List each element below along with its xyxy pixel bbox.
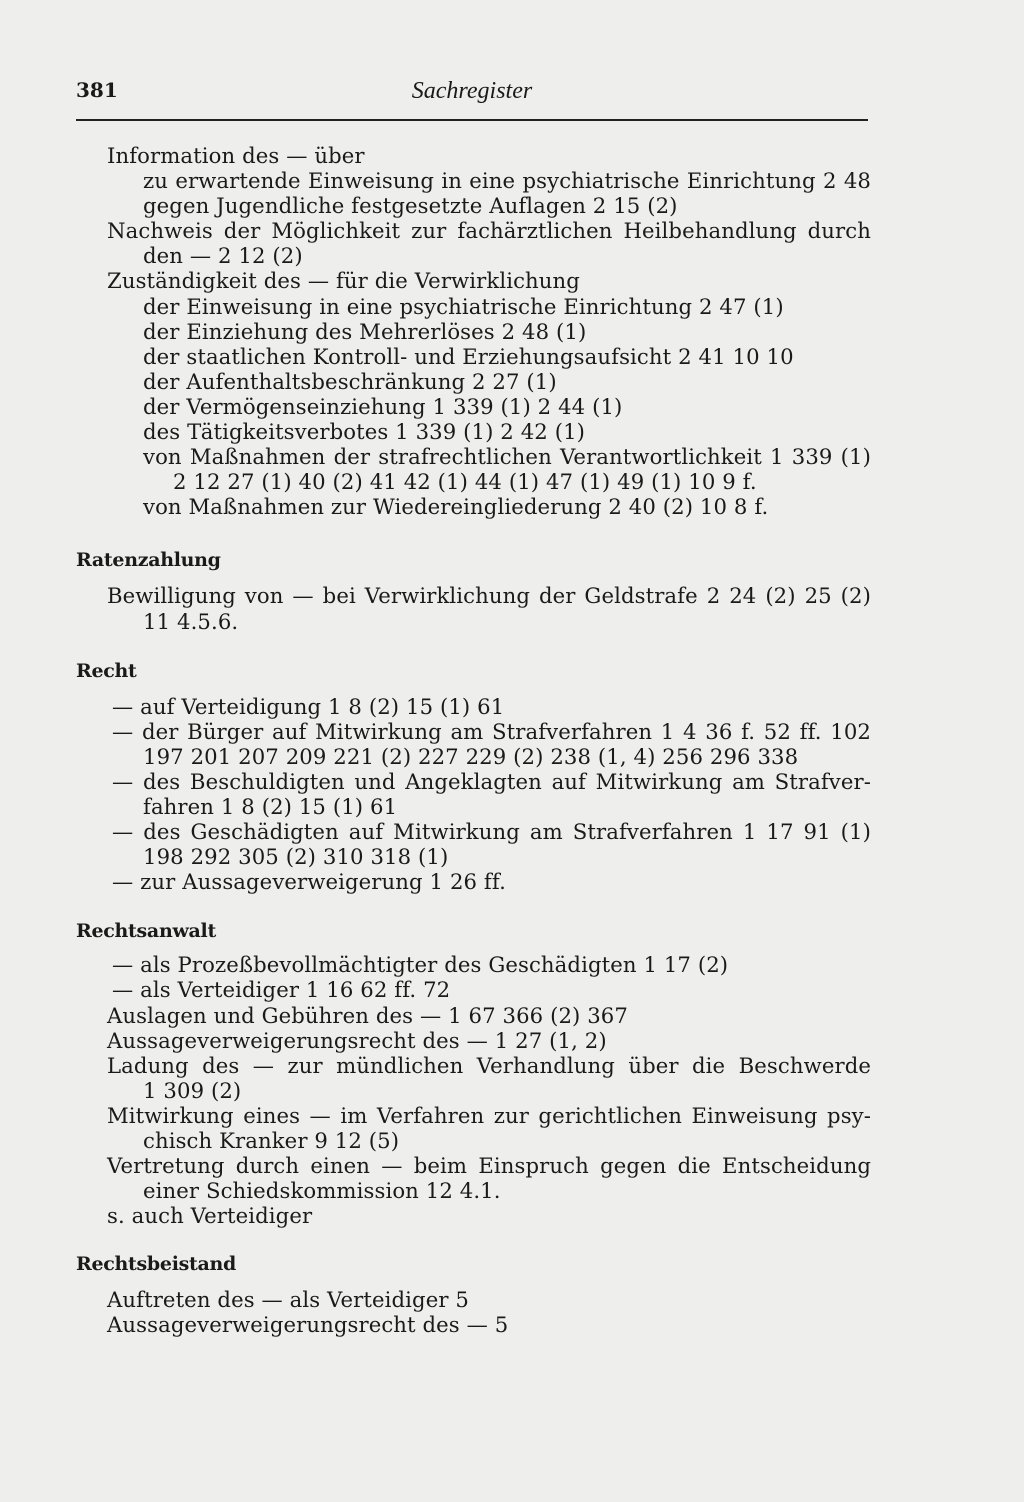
index-content (76, 143, 871, 1338)
index-subentry: der Einziehung des Mehrerlöses 2 48 (1) (143, 318, 587, 344)
index-entry-continuation: 1 309 (2) (143, 1077, 242, 1103)
index-subentry: von Maßnahmen der strafrechtlichen Verantwortlichkeit 1 339 (1) (143, 444, 871, 470)
index-entry-continuation: 11 4.5.6. (143, 608, 239, 634)
section-heading-rechtsanwalt: Rechtsanwalt (76, 920, 216, 943)
index-entry: — als Verteidiger 1 16 62 ff. 72 (112, 977, 451, 1003)
index-entry-continuation: den — 2 12 (2) (143, 243, 303, 269)
index-entry: Auslagen und Gebühren des — 1 67 366 (2) 367 (107, 1002, 628, 1028)
index-entry-continuation: einer Schiedskommission 12 4.1. (143, 1178, 501, 1204)
index-entry: Bewilligung von — bei Verwirklichung der Geldstrafe 2 24 (2) 25 (2) (107, 583, 871, 609)
header-rule (76, 119, 868, 121)
index-entry: — der Bürger auf Mitwirkung am Strafverfahren 1 4 36 f. 52 ff. 102 (112, 718, 871, 744)
index-entry-continuation: 198 292 305 (2) 310 318 (1) (143, 844, 449, 870)
index-entry: — zur Aussageverweigerung 1 26 ff. (112, 869, 506, 895)
index-entry: — des Beschuldigten und Angeklagten auf Mitwirkung am Strafver- (112, 768, 871, 794)
index-entry-continuation: chisch Kranker 9 12 (5) (143, 1128, 400, 1153)
index-entry: Ladung des — zur mündlichen Verhandlung über die Beschwerde (107, 1052, 871, 1078)
index-entry: Aussageverweigerungsrecht des — 5 (107, 1312, 509, 1338)
index-entry-continuation: 197 201 207 209 221 (2) 227 229 (2) 238 (1, 4) 256 296 338 (143, 743, 799, 769)
index-entry: — als Prozeßbevollmächtigter des Geschädigten 1 17 (2) (112, 952, 729, 978)
index-entry: Mitwirkung eines — im Verfahren zur gerichtlichen Einweisung psy- (107, 1102, 871, 1128)
index-subentry: der Einweisung in eine psychiatrische Einrichtung 2 47 (1) (143, 293, 784, 319)
running-title: Sachregister (411, 78, 533, 104)
index-subentry: des Tätigkeitsverbotes 1 339 (1) 2 42 (1) (143, 419, 586, 445)
page-number: 381 (76, 78, 118, 102)
index-subentry: der Vermögenseinziehung 1 339 (1) 2 44 (1) (143, 393, 623, 419)
page-header (76, 78, 868, 108)
index-subentry-continuation: 2 12 27 (1) 40 (2) 41 42 (1) 44 (1) 47 (1) 49 (1) 10 9 f. (173, 469, 757, 495)
section-heading-ratenzahlung: Ratenzahlung (76, 549, 221, 572)
index-entry: Vertretung durch einen — beim Einspruch gegen die Entscheidung (107, 1153, 871, 1179)
section-heading-rechtsbeistand: Rechtsbeistand (76, 1253, 237, 1276)
index-entry: — des Geschädigten auf Mitwirkung am Strafverfahren 1 17 91 (1) (112, 819, 871, 845)
index-entry: Aussageverweigerungsrecht des — 1 27 (1, 2) (107, 1027, 607, 1053)
index-entry: — auf Verteidigung 1 8 (2) 15 (1) 61 (112, 693, 505, 719)
index-subentry: der Aufenthaltsbeschränkung 2 27 (1) (143, 368, 557, 394)
index-entry: Auftreten des — als Verteidiger 5 (107, 1287, 469, 1313)
index-entry: Zuständigkeit des — für die Verwirklichung (107, 268, 580, 294)
index-entry: Nachweis der Möglichkeit zur fachärztlichen Heilbehandlung durch (107, 218, 871, 244)
index-cross-reference: s. auch Verteidiger (107, 1203, 313, 1229)
index-subentry: zu erwartende Einweisung in eine psychiatrische Einrichtung 2 48 (143, 168, 871, 194)
index-entry: Information des — über (107, 143, 365, 168)
index-subentry: von Maßnahmen zur Wiedereingliederung 2 40 (2) 10 8 f. (143, 494, 769, 520)
index-entry-continuation: fahren 1 8 (2) 15 (1) 61 (143, 793, 398, 819)
section-heading-recht: Recht (76, 659, 137, 682)
index-subentry: gegen Jugendliche festgesetzte Auflagen 2 15 (2) (143, 193, 678, 219)
index-subentry: der staatlichen Kontroll- und Erziehungsaufsicht 2 41 10 10 (143, 343, 794, 369)
